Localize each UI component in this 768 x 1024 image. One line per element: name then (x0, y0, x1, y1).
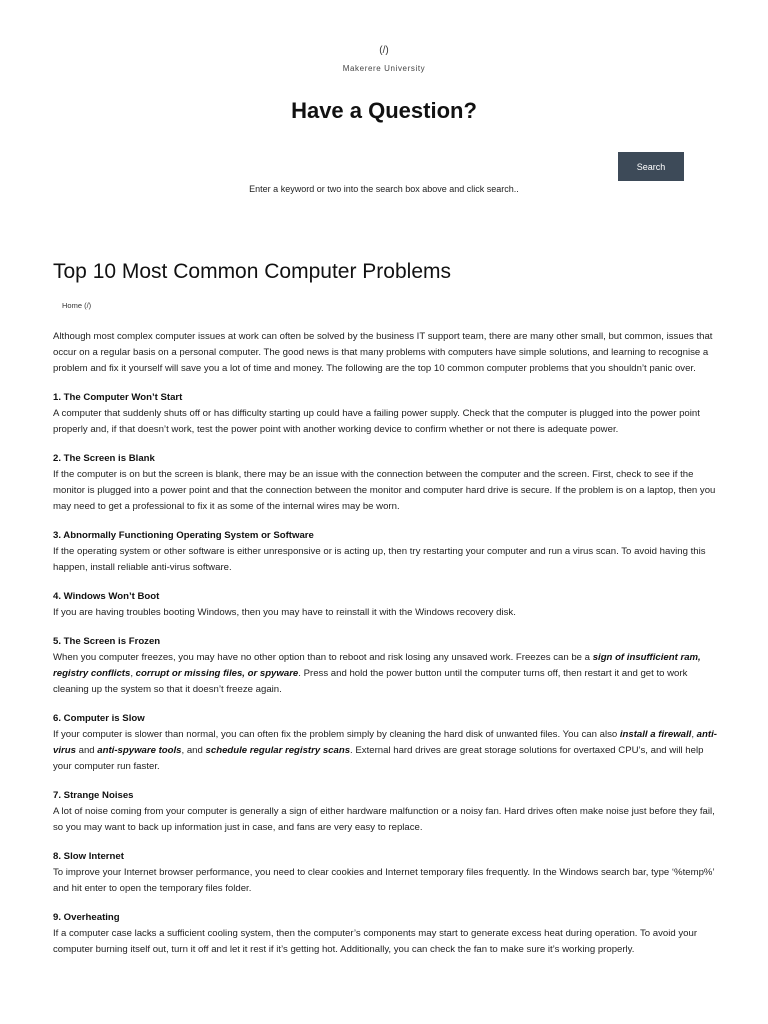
anti-spyware-link[interactable]: anti-spyware tools (97, 745, 182, 756)
problem-heading: 9. Overheating (53, 912, 120, 923)
problem-heading: 4. Windows Won’t Boot (53, 591, 160, 602)
problem-section-4 (53, 589, 718, 621)
intro-paragraph: Although most complex computer issues at work can often be solved by the business IT support team, there are many other small, but common, issues that occur on a regular basis on a personal computer. The good news is that many problems with computers have simple solutions, and learning to recognise a problem and fix it yourself will save you a lot of time and money. The following are the top 10 common computer problems that you shouldn’t panic over. (53, 331, 713, 374)
site-logo-link[interactable]: (/) (379, 45, 389, 56)
search-button[interactable]: Search (618, 152, 684, 181)
problem-section-5 (53, 634, 718, 698)
problem-text: If a computer case lacks a sufficient cooling system, then the computer’s components may start to generate excess heat during operation. To avoid your computer burning itself out, turn it off and let it rest if it’s getting hot. Additionally, you can check the fan to make sure it’s working properly. (53, 928, 698, 955)
problem-heading: 6. Computer is Slow (53, 713, 145, 724)
search-input[interactable] (82, 152, 610, 180)
problem-section-1 (53, 390, 718, 438)
text-run: , and (181, 745, 206, 756)
problem-heading: 5. The Screen is Frozen (53, 636, 161, 647)
problem-heading: 7. Strange Noises (53, 790, 134, 801)
insufficient-ram-link[interactable]: sign of insufficient ram, registry conflicts (53, 652, 701, 679)
problem-text: A lot of noise coming from your computer is generally a sign of either hardware malfunction or a noisy fan. Hard drives often make noise just before they fail, so you may want to back up information just in case, and fans are very easy to replace. (53, 806, 715, 833)
registry-scans-link[interactable]: schedule regular registry scans (205, 745, 351, 756)
anti-virus-link[interactable]: anti-virus (53, 729, 717, 756)
problem-heading: 3. Abnormally Functioning Operating System or Software (53, 530, 314, 541)
text-run: and (75, 745, 98, 756)
problem-section-8 (53, 849, 718, 897)
problem-heading: 2. The Screen is Blank (53, 453, 155, 464)
breadcrumb-home-link[interactable]: Home (/) (62, 301, 92, 310)
problem-section-6 (53, 711, 718, 775)
problem-section-3 (53, 528, 718, 576)
text-run: If your computer is slower than normal, you can often fix the problem simply by cleaning the hard disk of unwanted files. You can also (53, 729, 620, 740)
problem-section-2 (53, 451, 718, 515)
problem-text: If the operating system or other software is either unresponsive or is acting up, then try restarting your computer and run a virus scan. To avoid having this happen, install reliable anti-virus software. (53, 546, 706, 573)
text-run: . Press and hold the power button until the computer turns off, then restart it and get to work cleaning up the system so that it doesn’t freeze again. (53, 668, 688, 695)
text-run: , (691, 729, 697, 740)
search-form (82, 152, 686, 182)
problem-text: To improve your Internet browser performance, you need to clear cookies and Internet temporary files frequently. In the Windows search bar, type ‘%temp%’ and hit enter to open the temporary files folder. (53, 867, 715, 894)
text-run: When you computer freezes, you may have no other option than to reboot and risk losing any unsaved work. Freezes can be a (53, 652, 593, 663)
hero-title: Have a Question? (291, 98, 477, 123)
problem-text (53, 650, 718, 698)
site-name: Makerere University (342, 64, 426, 73)
corrupt-files-link[interactable]: corrupt or missing files, or spyware (135, 668, 299, 679)
problem-section-7 (53, 788, 718, 836)
search-hint: Enter a keyword or two into the search box above and click search.. (249, 184, 519, 194)
problem-text: If you are having troubles booting Windows, then you may have to reinstall it with the Windows recovery disk. (53, 607, 516, 618)
problem-heading: 1. The Computer Won’t Start (53, 392, 183, 403)
install-firewall-link[interactable]: install a firewall (619, 729, 692, 740)
text-run: , (130, 668, 136, 679)
page-title: Top 10 Most Common Computer Problems (53, 260, 451, 283)
problem-heading: 8. Slow Internet (53, 851, 124, 862)
problem-section-9 (53, 910, 718, 958)
problem-text: If the computer is on but the screen is blank, there may be an issue with the connection between the computer and the screen. First, check to see if the monitor is plugged into a power point and that the connection between the monitor and computer hard drive is secure. If the problem is on a laptop, then you may need to get a professional to fix it as some of the internal wires may be worn. (53, 469, 716, 512)
text-run: . External hard drives are great storage solutions for overtaxed CPU’s, and will help your computer run faster. (53, 745, 704, 772)
article (53, 256, 718, 958)
problem-text: A computer that suddenly shuts off or has difficulty starting up could have a failing power supply. Check that the computer is plugged into the power point properly and, if that doesn’t work, test the power point with another working device to confirm whether or not there is adequate power. (53, 408, 700, 435)
breadcrumb (62, 301, 718, 310)
problem-text (53, 727, 718, 775)
